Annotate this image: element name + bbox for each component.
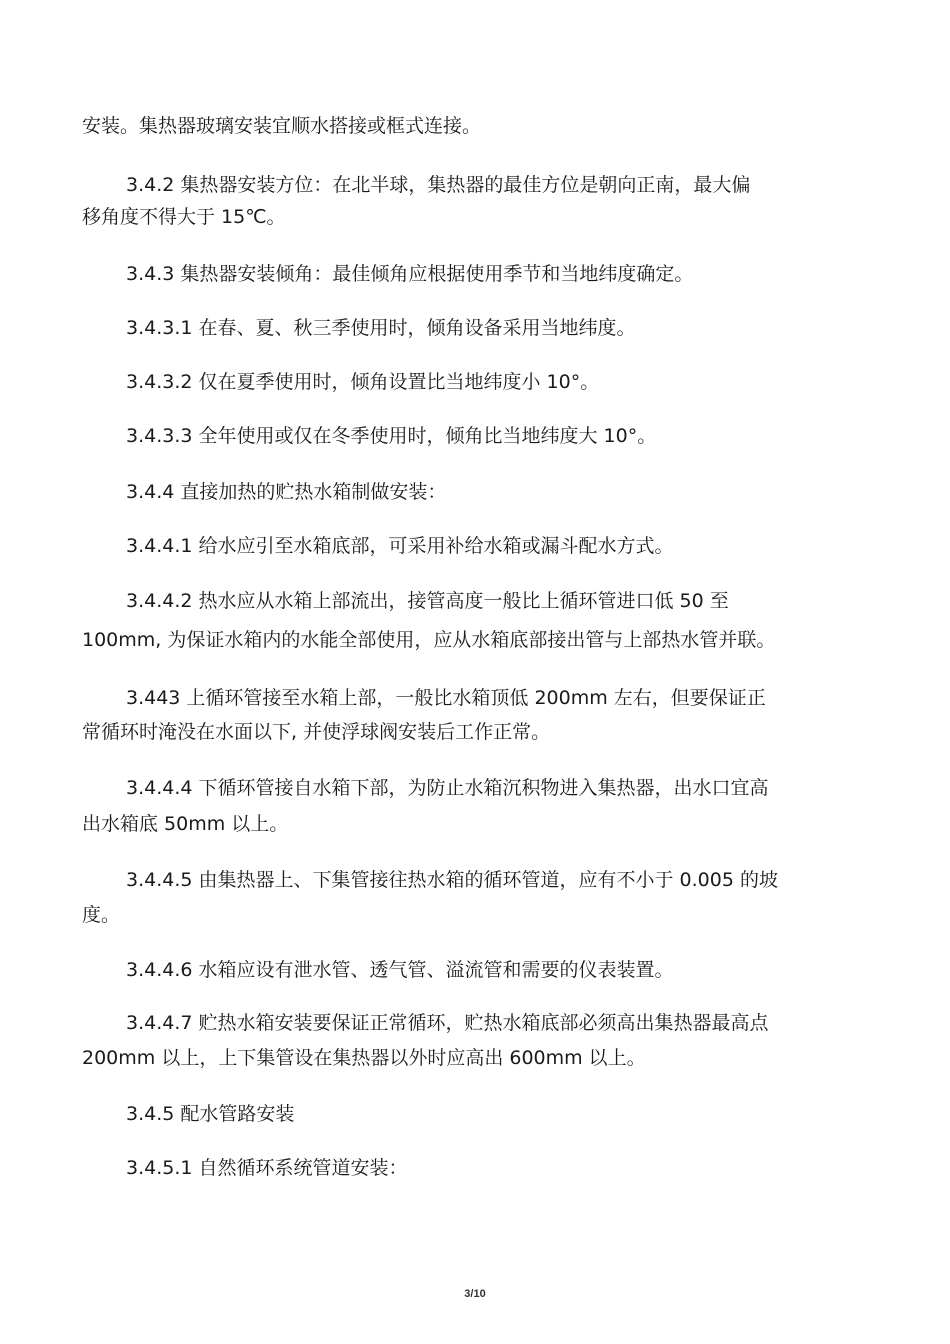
text-line: 常循环时淹没在水面以下, 并使浮球阀安装后工作正常。 [82, 721, 551, 743]
page-number: 3/10 [464, 1288, 486, 1300]
text-line: 3.4.3 集热器安装倾角：最佳倾角应根据使用季节和当地纬度确定。 [126, 263, 694, 285]
text-line: 3.4.3.2 仅在夏季使用时，倾角设置比当地纬度小 10°。 [126, 371, 600, 393]
text-line: 出水箱底 50mm 以上。 [82, 813, 289, 835]
text-line: 3.4.4.6 水箱应设有泄水管、透气管、溢流管和需要的仪表装置。 [126, 959, 674, 981]
text-line: 200mm 以上，上下集管设在集热器以外时应高出 600mm 以上。 [82, 1047, 646, 1069]
text-line: 3.4.5 配水管路安装 [126, 1103, 295, 1125]
text-line: 3.4.3.1 在春、夏、秋三季使用时，倾角设备采用当地纬度。 [126, 317, 636, 339]
text-line: 3.4.3.3 全年使用或仅在冬季使用时，倾角比当地纬度大 10°。 [126, 425, 657, 447]
text-line: 3.4.4.5 由集热器上、下集管接往热水箱的循环管道，应有不小于 0.005 的坡 [126, 869, 778, 891]
text-line: 3.443 上循环管接至水箱上部，一般比水箱顶低 200mm 左右，但要保证正 [126, 687, 766, 709]
text-line: 100mm, 为保证水箱内的水能全部使用，应从水箱底部接出管与上部热水管并联。 [82, 629, 776, 651]
text-line: 度。 [82, 904, 121, 926]
text-line: 3.4.5.1 自然循环系统管道安装： [126, 1157, 408, 1179]
text-line: 3.4.4.1 给水应引至水箱底部，可采用补给水箱或漏斗配水方式。 [126, 535, 674, 557]
text-line: 3.4.4.2 热水应从水箱上部流出，接管高度一般比上循环管进口低 50 至 [126, 590, 729, 612]
text-line: 安装。集热器玻璃安装宜顺水搭接或框式连接。 [82, 115, 482, 137]
text-line: 3.4.4.7 贮热水箱安装要保证正常循环，贮热水箱底部必须高出集热器最高点 [126, 1012, 769, 1034]
text-line: 3.4.2 集热器安装方位：在北半球，集热器的最佳方位是朝向正南，最大偏 [126, 174, 751, 196]
text-line: 3.4.4.4 下循环管接自水箱下部，为防止水箱沉积物进入集热器，出水口宜高 [126, 777, 769, 799]
text-line: 移角度不得大于 15℃。 [82, 206, 286, 228]
text-line: 3.4.4 直接加热的贮热水箱制做安装： [126, 481, 447, 503]
